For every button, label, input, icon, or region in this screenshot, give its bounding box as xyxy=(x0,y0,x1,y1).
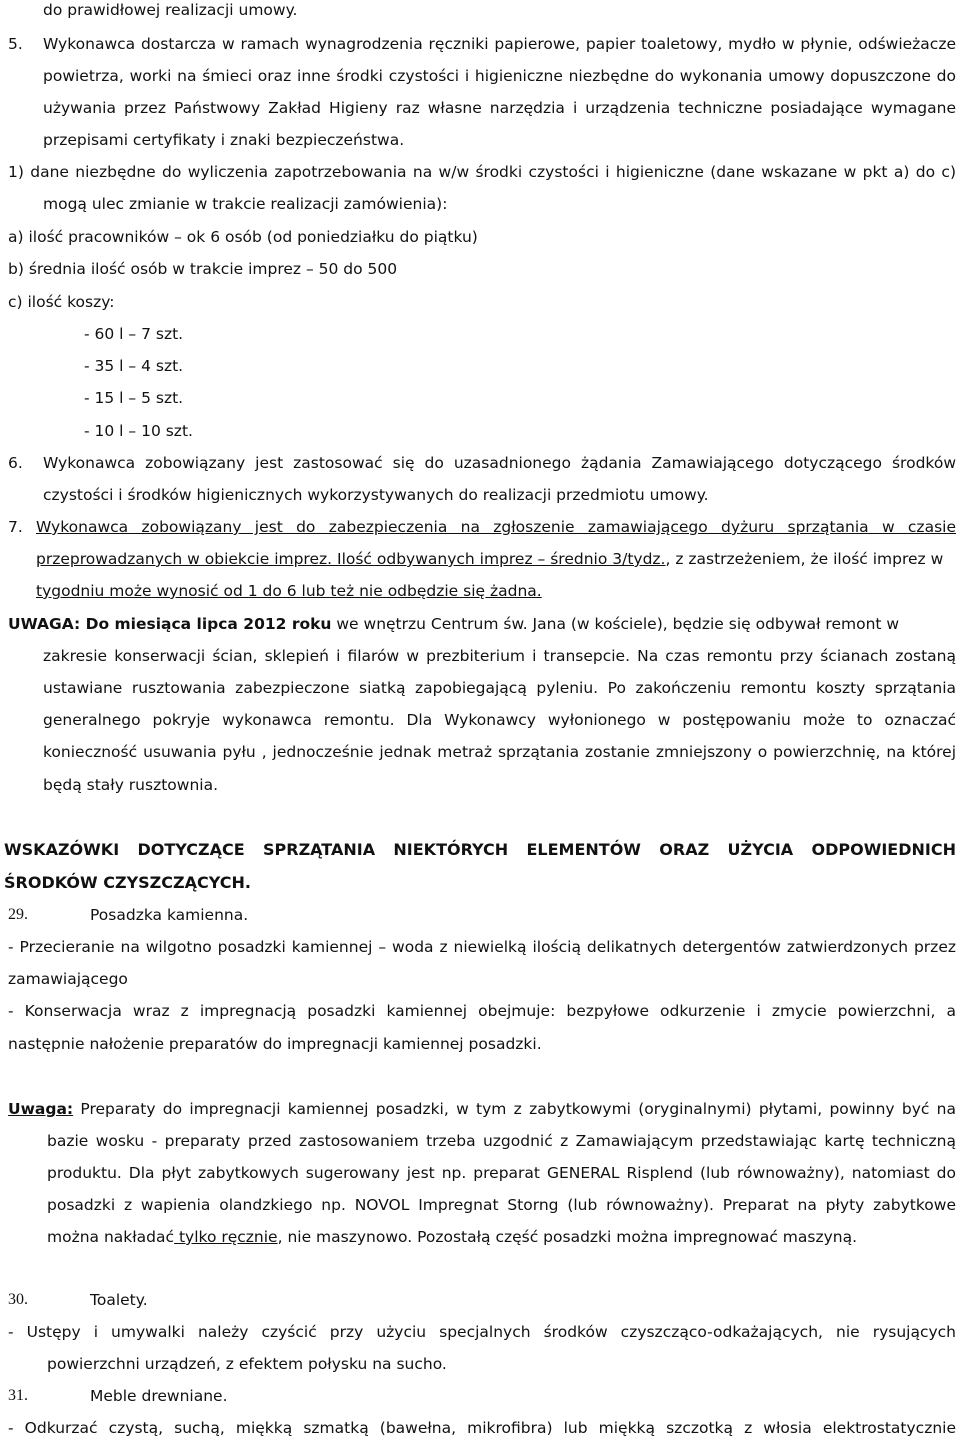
text-line xyxy=(36,549,943,569)
text-line: - Odkurzać czystą, suchą, miękką szmatką (bawełna, mikrofibra) lub miękką szczotką z włosia elektrostatycznie xyxy=(8,1419,956,1437)
item-number: 5. xyxy=(8,35,23,53)
text-line-underlined: Wykonawca zobowiązany jest do zabezpieczenia na zgłoszenie zamawiającego dyżuru sprzątania w czasie xyxy=(36,518,956,536)
text-line: będą stały rusztownia. xyxy=(43,776,218,794)
text-line: mogą ulec zmianie w trakcie realizacji zamówienia): xyxy=(43,195,448,213)
section-title: Toalety. xyxy=(90,1291,148,1309)
underlined-text: przeprowadzanych w obiekcie imprez. Ilość odbywanych imprez – średnio 3/tydz. xyxy=(36,550,666,568)
text-line: - Konserwacja wraz z impregnacją posadzki kamiennej obejmuje: bezpyłowe odkurzenie i zmycie powierzchni, a xyxy=(8,1002,956,1020)
section-heading: WSKAZÓWKI DOTYCZĄCE SPRZĄTANIA NIEKTÓRYCH ELEMENTÓW ORAZ UŻYCIA ODPOWIEDNICH xyxy=(4,840,956,859)
note-label: Uwaga: xyxy=(8,1100,74,1118)
section-number: 29. xyxy=(8,906,28,923)
list-item: - 15 l – 5 szt. xyxy=(84,389,184,407)
text-span: we wnętrzu Centrum św. Jana (w kościele), będzie się odbywał remont w xyxy=(331,615,900,633)
section-number: 31. xyxy=(8,1387,28,1404)
text-line: konieczność usuwania pyłu , jednocześnie jednak metraż sprzątania zostanie zmniejszony o powierzchnię, na której xyxy=(43,743,956,761)
section-title: Posadzka kamienna. xyxy=(90,906,249,924)
text-line: a) ilość pracowników – ok 6 osób (od poniedziałku do piątku) xyxy=(8,228,478,246)
text-span: można nakładać xyxy=(47,1228,175,1246)
section-number: 30. xyxy=(8,1291,28,1308)
text-line: produktu. Dla płyt zabytkowych sugerowany jest np. preparat GENERAL Risplend (lub równoważny), natomiast do xyxy=(47,1164,956,1182)
text-line: c) ilość koszy: xyxy=(8,293,115,311)
text-line: - Ustępy i umywalki należy czyścić przy użyciu specjalnych środków czyszcząco-odkażających, nie rysujących xyxy=(8,1323,956,1341)
text-line: używania przez Państwowy Zakład Higieny raz własne narzędzia i urządzenia techniczne posiadające wymagane xyxy=(43,99,956,117)
text-line-underlined: tygodniu może wynosić od 1 do 6 lub też nie odbędzie się żadna. xyxy=(36,582,542,600)
text-span: Preparaty do impregnacji kamiennej posadzki, w tym z zabytkowymi (oryginalnymi) płytami, powinny być na xyxy=(73,1100,956,1118)
section-title: Meble drewniane. xyxy=(90,1387,228,1405)
text-line: do prawidłowej realizacji umowy. xyxy=(43,1,298,19)
bold-warning: UWAGA: Do miesiąca lipca 2012 roku xyxy=(8,615,332,633)
text-line: następnie nałożenie preparatów do impregnacji kamiennej posadzki. xyxy=(8,1035,542,1053)
text-span: , nie maszynowo. Pozostałą część posadzki można impregnować maszyną. xyxy=(277,1228,858,1246)
item-number: 6. xyxy=(8,454,23,472)
text-line: ustawiane rusztowania zabezpieczone siatką zapobiegającą pyleniu. Po zakończeniu remontu koszty sprzątania xyxy=(43,679,956,697)
list-item: - 35 l – 4 szt. xyxy=(84,357,184,375)
underlined-text: tylko ręcznie xyxy=(174,1228,278,1246)
text-span: , z zastrzeżeniem, że ilość imprez w xyxy=(665,550,944,568)
text-line: posadzki z wapienia olandzkiego np. NOVOL Impregnat Storng (lub równoważny). Preparat na płyty zabytkowe xyxy=(47,1196,956,1214)
text-line: Wykonawca dostarcza w ramach wynagrodzenia ręczniki papierowe, papier toaletowy, mydło w płynie, odświeżacze xyxy=(43,35,956,53)
text-line: b) średnia ilość osób w trakcie imprez – 50 do 500 xyxy=(8,260,398,278)
section-heading: ŚRODKÓW CZYSZCZĄCYCH. xyxy=(4,873,251,892)
text-line: zakresie konserwacji ścian, sklepień i filarów w prezbiterium i transepcie. Na czas remontu przy ścianach zostaną xyxy=(43,647,956,665)
text-line: generalnego pokryje wykonawca remontu. Dla Wykonawcy wyłonionego w postępowaniu może to oznaczać xyxy=(43,711,956,729)
text-line xyxy=(8,614,899,634)
text-line: bazie wosku - preparaty przed zastosowaniem trzeba uzgodnić z Zamawiającym przedstawiając kartę techniczną xyxy=(47,1132,956,1150)
text-line: przepisami certyfikaty i znaki bezpieczeństwa. xyxy=(43,131,405,149)
text-line: czystości i środków higienicznych wykorzystywanych do realizacji przedmiotu umowy. xyxy=(43,486,709,504)
text-line: 1) dane niezbędne do wyliczenia zapotrzebowania na w/w środki czystości i higieniczne (dane wskazane w pkt a) do c) xyxy=(8,163,956,181)
text-line: powietrza, worki na śmieci oraz inne środki czystości i higieniczne niezbędne do wykonania umowy dopuszczone do xyxy=(43,67,956,85)
text-line xyxy=(8,1099,956,1119)
text-line: powierzchni urządzeń, z efektem połysku na sucho. xyxy=(47,1355,447,1373)
text-line: zamawiającego xyxy=(8,970,128,988)
text-line: Wykonawca zobowiązany jest zastosować się do uzasadnionego żądania Zamawiającego dotyczącego środków xyxy=(43,454,956,472)
text-line: - Przecieranie na wilgotno posadzki kamiennej – woda z niewielką ilością delikatnych detergentów zatwierdzonych przez xyxy=(8,938,956,956)
list-item: - 10 l – 10 szt. xyxy=(84,422,193,440)
item-number: 7. xyxy=(8,518,23,536)
list-item: - 60 l – 7 szt. xyxy=(84,325,184,343)
text-line xyxy=(47,1227,857,1247)
